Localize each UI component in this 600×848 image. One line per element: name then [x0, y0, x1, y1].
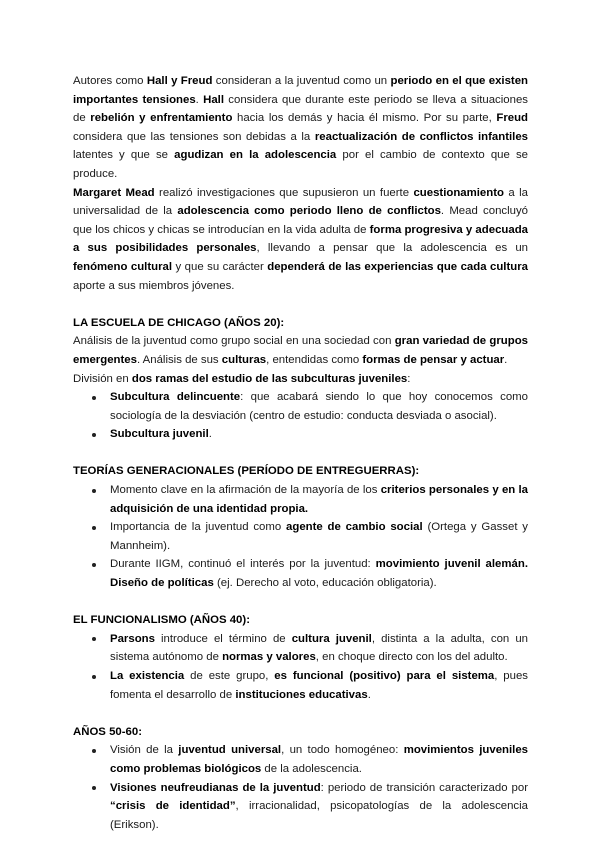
bold-text: dependerá de las experiencias que cada cultura	[267, 260, 528, 273]
bold-text: es funcional (positivo) para el sistema	[274, 670, 495, 682]
text-run: (Ortega y Gasset y Mannheim).	[110, 521, 528, 552]
bold-text: instituciones educativas	[235, 688, 368, 701]
text-run: . Mead concluyó que los chicos y chicas se introducían en la vida adulta de	[73, 205, 529, 236]
bullet-item	[73, 555, 528, 592]
document-section	[73, 611, 528, 704]
text-run: , pues fomenta el desarrollo de	[110, 670, 528, 701]
document-section	[73, 723, 528, 835]
bold-text: Visiones neufreudianas de la juventud	[110, 781, 321, 794]
bold-text: dos ramas del estudio de las subculturas juveniles	[131, 372, 408, 385]
bold-text: agente de cambio social	[286, 521, 423, 534]
text-run: , en choque directo con los del adulto.	[315, 651, 508, 664]
text-run: .	[367, 688, 371, 701]
text-run: Durante IIGM, continuó el interés por la juventud:	[110, 558, 376, 571]
bold-text: agudizan en la adolescencia	[174, 149, 337, 162]
intro-paragraph	[73, 184, 528, 296]
text-run: a la universalidad de la	[73, 186, 528, 218]
bold-text: formas de pensar y actuar	[362, 353, 505, 366]
text-run: , distinta a la adulta, con un sistema autónomo de	[110, 632, 528, 664]
bold-text: culturas	[221, 353, 267, 366]
bold-text: rebelión y enfrentamiento	[90, 112, 233, 125]
text-run: .	[195, 93, 204, 106]
text-run: Importancia de la juventud como	[110, 521, 287, 534]
bold-text: forma progresiva y adecuada a sus posibilidades personales	[73, 223, 528, 255]
bold-text: fenómeno cultural	[73, 260, 173, 273]
bullet-list	[73, 481, 528, 593]
text-run: latentes y que se	[73, 149, 175, 162]
text-run: Visión de la	[110, 744, 179, 757]
text-run: , un todo homogéneo:	[281, 744, 404, 757]
section-paragraph	[73, 370, 528, 389]
document-section	[73, 314, 528, 444]
spacer	[73, 295, 528, 314]
bold-text: normas y valores	[222, 651, 316, 664]
spacer	[73, 593, 528, 612]
document-page	[73, 72, 528, 834]
bold-text: juventud universal	[178, 744, 282, 757]
document-section	[73, 462, 528, 592]
spacer	[73, 704, 528, 723]
text-run: Análisis de la juventud como grupo social en una sociedad con	[73, 335, 395, 348]
bullet-item	[73, 779, 528, 835]
text-run: , irracionalidad, psicopatologías de la adolescencia (Erikson).	[110, 800, 528, 831]
text-run: realizó investigaciones que supusieron un fuerte	[154, 186, 414, 199]
bold-text: gran variedad de grupos emergentes	[73, 335, 528, 366]
bold-text: adolescencia como periodo lleno de conflictos	[177, 205, 441, 218]
section-heading: EL FUNCIONALISMO (AÑOS 40):	[73, 614, 250, 627]
text-run: aporte a sus miembros jóvenes.	[73, 279, 235, 292]
bold-text: cultura juvenil	[291, 632, 372, 645]
bold-text: La existencia	[110, 670, 185, 682]
text-run: . Análisis de sus	[136, 353, 222, 366]
bold-text: periodo en el que existen importantes tensiones	[73, 75, 528, 106]
text-run: Autores como	[73, 75, 147, 87]
text-run: , entendidas como	[266, 353, 363, 366]
text-run: .	[208, 428, 212, 441]
bullet-item	[73, 481, 528, 518]
bullet-item	[73, 425, 528, 444]
bold-text: Margaret Mead	[73, 186, 155, 199]
text-run: por el cambio de contexto que se produce.	[73, 149, 528, 180]
text-run: (ej. Derecho al voto, educación obligatoria).	[213, 577, 437, 590]
text-run: considera que las tensiones son debidas a la	[73, 130, 315, 143]
spacer	[73, 444, 528, 463]
bullet-item	[73, 741, 528, 778]
text-run: de la adolescencia.	[261, 762, 362, 775]
intro-paragraph	[73, 72, 528, 184]
text-run: : periodo de transición caracterizado por	[320, 781, 528, 794]
text-run: :	[407, 372, 411, 385]
bold-text: Subcultura juvenil	[110, 428, 209, 441]
bold-text: criterios personales y en la adquisición de una identidad propia.	[110, 484, 528, 515]
text-run: : que acabará siendo lo que hoy conocemos como sociología de la desviación (centro de estudio: conducta desviada o asocial).	[110, 391, 528, 422]
section-paragraph	[73, 332, 528, 369]
bold-text: Subcultura delincuente	[110, 391, 241, 404]
text-run: División en	[73, 372, 132, 385]
text-run: hacia los demás y hacia él mismo. Por su parte,	[232, 112, 497, 125]
bullet-list	[73, 388, 528, 444]
bold-text: “crisis de identidad”	[110, 800, 236, 813]
bold-text: cuestionamiento	[413, 186, 504, 199]
text-run: considera que durante este periodo se lleva a situaciones de	[73, 93, 528, 125]
bold-text: reactualización de conflictos infantiles	[314, 130, 528, 143]
text-run: consideran a la juventud como un	[212, 75, 391, 87]
bullet-item	[73, 667, 528, 704]
text-run: y que su carácter	[172, 260, 268, 273]
text-run: , llevando a pensar que la adolescencia es un	[256, 242, 529, 255]
section-heading: AÑOS 50-60:	[73, 725, 143, 738]
section-heading: LA ESCUELA DE CHICAGO (AÑOS 20):	[73, 316, 285, 329]
text-run: Momento clave en la afirmación de la mayoría de los	[110, 484, 381, 497]
bullet-list	[73, 630, 528, 704]
bold-text: movimiento juvenil alemán. Diseño de políticas	[110, 558, 528, 590]
text-run: introduce el término de	[154, 632, 292, 645]
bold-text: Freud	[496, 112, 529, 125]
bold-text: Parsons	[110, 632, 155, 645]
section-heading: TEORÍAS GENERACIONALES (PERÍODO DE ENTREGUERRAS):	[73, 465, 420, 478]
bullet-item	[73, 518, 528, 555]
bold-text: movimientos juveniles como problemas biológicos	[110, 744, 529, 775]
bullet-list	[73, 741, 528, 834]
bullet-item	[73, 630, 528, 667]
text-run: .	[504, 353, 508, 366]
bold-text: Hall	[203, 93, 225, 106]
bold-text: Hall y Freud	[146, 75, 213, 87]
bullet-item	[73, 388, 528, 425]
text-run: de este grupo,	[184, 670, 275, 682]
